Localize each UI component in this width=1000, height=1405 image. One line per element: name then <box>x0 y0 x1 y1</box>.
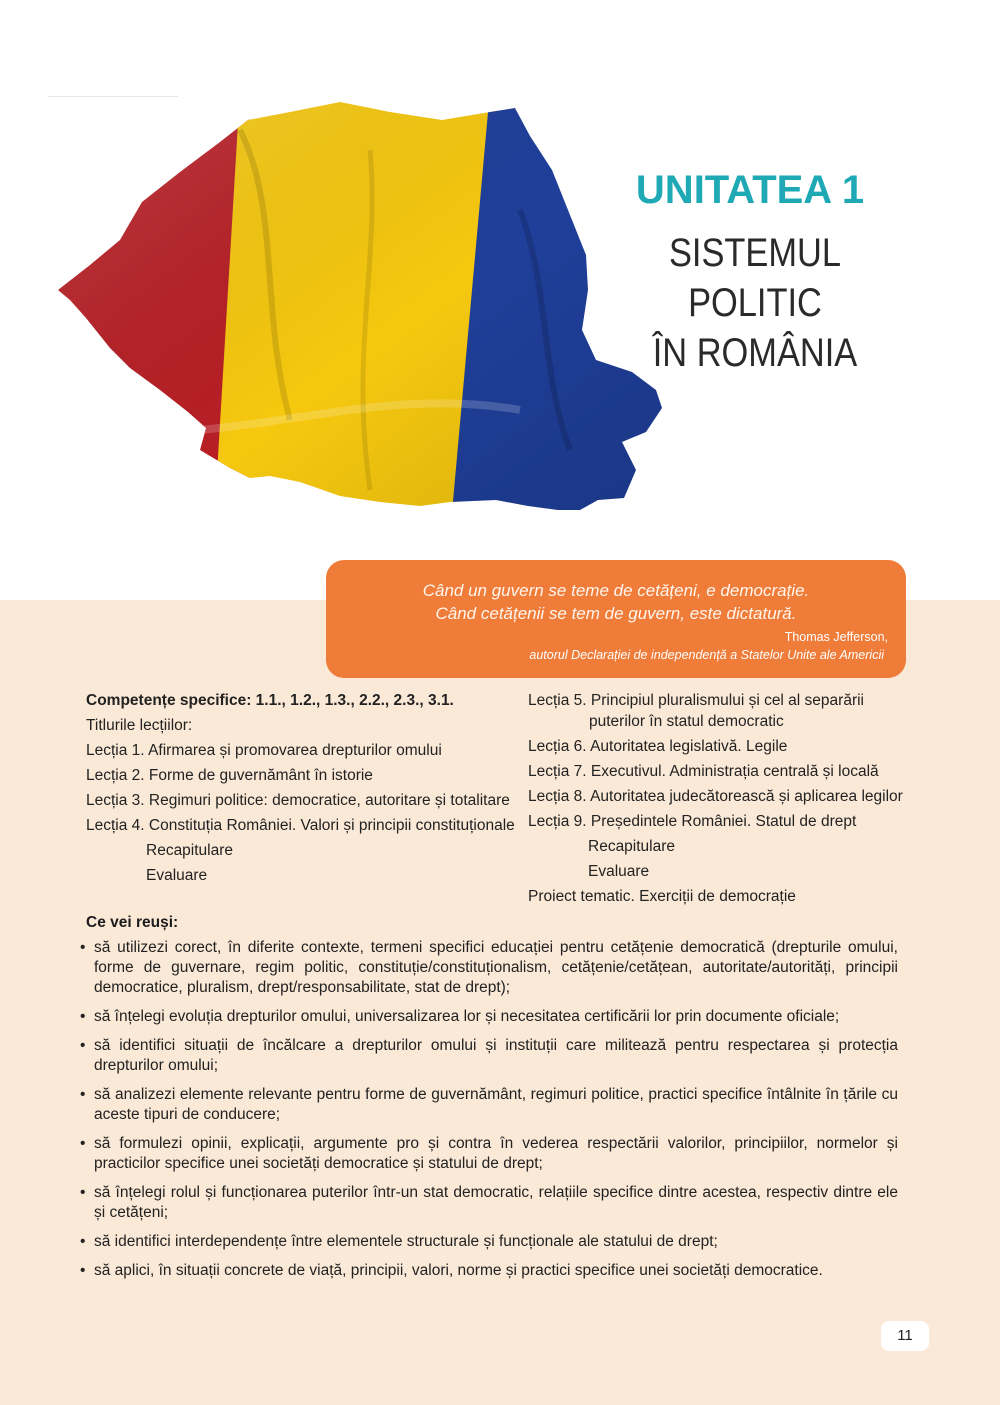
lesson-item <box>528 759 908 784</box>
bullet-icon: • <box>80 1037 86 1054</box>
lesson-number: Lecția 9. <box>528 813 587 830</box>
lesson-item <box>86 763 526 788</box>
lesson-title: Forme de guvernământ în istorie <box>148 767 373 784</box>
bullet-icon: • <box>80 939 86 956</box>
bullet-icon: • <box>80 1086 86 1103</box>
lessons-title: Titlurile lecțiilor: <box>86 717 193 734</box>
lesson-title: Autoritatea judecătorească și aplicarea legilor <box>590 788 903 805</box>
achievements-list <box>78 938 898 1290</box>
bullet-icon: • <box>80 1233 86 1250</box>
bullet-icon: • <box>80 1184 86 1201</box>
left-recap: Recapitulare <box>146 842 234 859</box>
lesson-item <box>86 788 526 813</box>
unit-title-line-1: SISTEMUL POLITIC <box>668 231 842 325</box>
lesson-number: Lecția 5. <box>528 692 587 709</box>
achievement-text: să utilizezi corect, în diferite contexte, termeni specifici educației pentru cetățenie democratică (drepturile omului, forme de guvernare, regim politic, constituție/constituționalism, cetățenie/cetățean, autoritate/autorități, principii democratice, pluralism, drept/responsabilitate, stat de drept); <box>94 939 898 996</box>
quote-line-2: Când cetățenii se tem de guvern, este dictatură. <box>435 604 797 623</box>
lesson-title: Regimuri politice: democratice, autoritare și totalitare <box>148 792 510 809</box>
achievement-text: să formulezi opinii, explicații, argumente pro și contra în vederea respectării valorilor, principiilor, normelor și practicilor specifice unei societăți democratice și statului de drept; <box>94 1135 898 1172</box>
unit-label: UNITATEA 1 <box>635 168 865 212</box>
unit-title <box>605 228 906 378</box>
list-item <box>78 938 898 998</box>
bullet-icon: • <box>80 1262 86 1279</box>
lesson-item <box>528 734 908 759</box>
lesson-title: Principiul pluralismului și cel al separării <box>590 692 864 709</box>
achievement-text: să analizezi elemente relevante pentru forme de guvernământ, regimuri politice, practici specifice întâlnite în țările cu aceste tipuri de conducere; <box>94 1086 898 1123</box>
quote-author-role: autorul Declarației de independență a Statelor Unite ale Americii <box>529 648 884 662</box>
achievement-text: să aplici, în situații concrete de viață, principii, valori, norme și practici specifice unei societăți democratice. <box>94 1262 823 1279</box>
project-title: Proiect tematic. Exerciții de democrație <box>528 888 796 905</box>
competences-heading: Competențe specifice: 1.1., 1.2., 1.3., 2.2., 2.3., 3.1. <box>86 692 454 709</box>
lesson-number: Lecția 7. <box>528 763 587 780</box>
unit-title-line-2: ÎN ROMÂNIA <box>652 331 858 375</box>
lesson-title: Constituția României. Valori și principii constituționale <box>148 817 515 834</box>
list-item <box>78 1134 898 1174</box>
quote-line-1: Când un guvern se teme de cetățeni, e democrație. <box>422 581 810 600</box>
lesson-title-continued: puterilor în statul democratic <box>589 713 784 730</box>
quote-author: Thomas Jefferson, <box>784 630 888 644</box>
lesson-number: Lecția 2. <box>86 767 145 784</box>
list-item <box>78 1085 898 1125</box>
lesson-title: Președintele României. Statul de drept <box>590 813 857 830</box>
achievement-text: să identifici interdependențe între elementele structurale și funcționale ale statului de drept; <box>94 1233 718 1250</box>
quote-box <box>326 560 906 678</box>
list-item <box>78 1036 898 1076</box>
right-eval: Evaluare <box>588 863 650 880</box>
lesson-number: Lecția 3. <box>86 792 145 809</box>
achievement-text: să înțelegi evoluția drepturilor omului, universalizarea lor și necesitatea certificării lor prin documente oficiale; <box>94 1008 840 1025</box>
lesson-number: Lecția 6. <box>528 738 587 755</box>
lesson-title: Executivul. Administrația centrală și locală <box>590 763 879 780</box>
lesson-title: Afirmarea și promovarea drepturilor omului <box>148 742 442 759</box>
list-item <box>78 1261 898 1281</box>
lesson-item <box>86 813 526 838</box>
lesson-item <box>528 809 908 834</box>
bullet-icon: • <box>80 1008 86 1025</box>
lesson-item <box>528 784 908 809</box>
lesson-number: Lecția 1. <box>86 742 145 759</box>
lesson-item <box>86 738 526 763</box>
lesson-number: Lecția 4. <box>86 817 145 834</box>
lessons-left-column <box>86 688 526 888</box>
right-recap: Recapitulare <box>588 838 676 855</box>
bullet-icon: • <box>80 1135 86 1152</box>
page-number: 11 <box>881 1321 929 1351</box>
lessons-right-column <box>528 688 908 909</box>
achievement-text: să înțelegi rolul și funcționarea puterilor într-un stat democratic, relațiile specifice dintre acestea, respectiv dintre ele și cetățeni; <box>94 1184 898 1221</box>
lesson-number: Lecția 8. <box>528 788 587 805</box>
left-eval: Evaluare <box>146 867 208 884</box>
lesson-title: Autoritatea legislativă. Legile <box>590 738 788 755</box>
list-item <box>78 1007 898 1027</box>
list-item <box>78 1183 898 1223</box>
achievements-title: Ce vei reuși: <box>86 914 179 931</box>
list-item <box>78 1232 898 1252</box>
achievement-text: să identifici situații de încălcare a drepturilor omului și instituții care militează pentru respectarea și protecția drepturilor omului; <box>94 1037 898 1074</box>
